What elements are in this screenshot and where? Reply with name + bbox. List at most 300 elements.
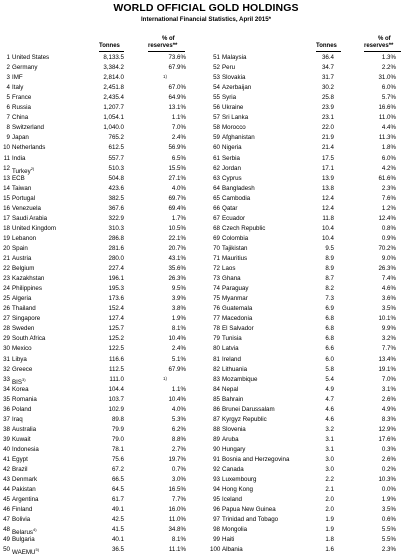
country-name: Kazakhstan [12,275,45,283]
country-name: Slovakia [222,74,246,82]
country-name: Nigeria [222,144,242,152]
country-cell [12,224,56,234]
rank-cell: 1 [6,54,10,61]
country-cell [222,445,245,455]
country-name: Afghanistan [222,134,255,142]
table-row [210,234,410,244]
pct-reserves-cell: 12.9% [378,425,396,433]
rank-cell: 18 [3,224,10,232]
rank-cell: 62 [213,164,220,172]
pct-reserves-cell: 9.9% [381,325,396,333]
table-row [0,375,200,385]
table-row [210,224,410,234]
table-row [210,445,410,455]
rank-cell: 90 [213,445,220,453]
pct-reserves-cell: 73.6% [168,54,186,61]
pct-reserves-cell: 2.4% [171,134,186,142]
country-name: China [12,114,29,122]
tonnes-cell: 78.1 [111,445,124,453]
tonnes-cell: 89.8 [111,415,124,423]
country-name: Syria [222,94,237,102]
country-cell [12,535,35,545]
table-row [0,204,200,214]
table-row [0,405,200,415]
table-row [0,385,200,395]
country-cell [12,83,23,93]
country-cell [12,485,36,495]
tonnes-cell: 6.8 [325,315,334,323]
country-cell [222,525,247,535]
country-cell [12,294,31,304]
tonnes-cell: 2,451.8 [103,84,124,92]
rank-cell: 93 [213,476,220,484]
table-row [0,83,200,93]
table-row [210,425,410,435]
pct-reserves-cell: 6.0% [381,154,396,162]
pct-reserves-cell: 4.0% [171,184,186,192]
country-cell [222,194,250,204]
pct-reserves-cell: 26.3% [168,275,186,283]
tonnes-cell: 111.0 [109,375,124,383]
table-row [0,415,200,425]
table-row [210,344,410,354]
country-cell [222,133,255,143]
country-cell [12,415,23,425]
pct-reserves-cell: 2.2% [381,64,396,72]
country-cell [12,334,45,344]
tonnes-cell: 125.2 [108,335,124,343]
rank-cell: 85 [213,395,220,403]
pct-reserves-cell: 5.1% [171,355,186,363]
tonnes-cell: 1.6 [325,546,334,554]
rank-cell: 95 [213,496,220,504]
tonnes-cell: 12.4 [321,204,334,212]
country-cell [222,274,241,284]
pct-reserves-cell: 2.3% [381,546,396,554]
table-row [0,304,200,314]
pct-reserves-cell: 0.2% [381,466,396,474]
country-cell [12,545,39,558]
pct-reserves-cell: 7.0% [381,375,396,383]
table-row [0,274,200,284]
pct-reserves-cell: 67.0% [168,84,186,92]
country-cell [222,244,247,254]
country-name: Singapore [12,315,41,323]
tonnes-cell: 280.0 [108,255,124,262]
rank-cell: 30 [3,345,10,353]
table-row [210,53,410,63]
table-row [210,435,410,445]
pct-reserves-cell: 56.9% [168,144,186,152]
tonnes-cell: 36.4 [321,54,334,61]
table-row [0,73,200,83]
rank-cell: 17 [3,214,10,222]
table-row [0,93,200,103]
pct-reserves-cell: 13.1% [168,104,186,112]
country-cell [222,375,257,385]
tonnes-cell: 8.9 [325,265,334,273]
country-cell [12,113,28,123]
pct-reserves-cell: 0.7% [171,466,186,474]
country-cell [222,184,255,194]
tonnes-cell: 122.5 [108,345,124,353]
rank-cell: 96 [213,506,220,514]
rank-cell: 74 [213,285,220,293]
rank-cell: 94 [213,486,220,494]
country-cell [222,63,235,73]
table-row [0,395,200,405]
pct-reserves-cell: 10.1% [378,315,396,323]
tonnes-cell: 13.8 [321,184,334,192]
tonnes-cell: 9.5 [325,244,334,252]
country-cell [12,515,30,525]
pct-reserves-cell: 10.4% [168,395,186,403]
rank-cell: 65 [213,194,220,202]
country-cell [222,355,241,365]
rank-cell: 59 [213,134,220,142]
tonnes-cell: 21.9 [321,134,334,142]
tonnes-cell: 195.3 [108,285,124,293]
country-cell [222,254,247,264]
country-name: Indonesia [12,445,39,453]
country-name: Ukraine [222,104,244,112]
pct-reserves-cell: 11.3% [378,134,396,142]
country-name: Lebanon [12,234,37,242]
tonnes-cell: 510.3 [108,164,124,172]
country-name: Bangladesh [222,184,255,192]
header-underline-tonnes-right [316,51,341,52]
table-row [210,395,410,405]
country-name: Iraq [12,415,23,423]
tonnes-cell: 64.5 [111,486,124,494]
tonnes-cell: 3.2 [325,425,334,433]
country-cell [12,405,31,415]
table-row [0,535,200,545]
country-cell [222,103,243,113]
table-row [0,194,200,204]
pct-reserves-cell: 2.6% [381,395,396,403]
table-row [210,304,410,314]
pct-reserves-cell: 4.0% [171,405,186,413]
table-row [0,224,200,234]
tonnes-cell: 4.9 [325,385,334,393]
country-cell [222,385,238,395]
pct-reserves-cell: 20.7% [168,244,186,252]
table-row [0,284,200,294]
table-row [210,184,410,194]
tonnes-cell: 6.0 [325,355,334,363]
country-name: Denmark [12,476,38,484]
rank-cell: 75 [213,295,220,303]
pct-reserves-cell: 0.9% [381,234,396,242]
table-row [210,254,410,264]
country-cell [12,123,44,133]
rank-cell: 8 [6,124,10,132]
pct-reserves-cell: 22.1% [168,234,186,242]
pct-reserves-cell: 2.7% [171,445,186,453]
table-row [0,254,200,264]
header-underline-pct-right [364,51,401,52]
rank-cell: 98 [213,526,220,534]
country-name: Argentina [12,496,39,504]
country-name: France [12,94,32,102]
table-row [210,284,410,294]
table-row [210,93,410,103]
tonnes-cell: 17.1 [321,164,334,172]
rank-cell: 32 [3,365,10,373]
country-cell [222,143,242,153]
country-name: WAEMU [12,549,36,557]
rank-cell: 83 [213,375,220,383]
table-row [210,495,410,505]
pct-reserves-cell: 16.0% [168,506,186,514]
table-row [0,214,200,224]
tonnes-cell: 3.1 [325,445,334,453]
country-name: Greece [12,365,33,373]
table-row [0,525,200,535]
rank-cell: 84 [213,385,220,393]
country-name: Romania [12,395,37,403]
country-cell [12,425,36,435]
rank-cell: 5 [6,94,10,102]
rank-cell: 33 [3,375,10,383]
pct-reserves-cell: 1.9% [171,315,186,323]
country-name: Latvia [222,345,239,353]
country-cell [12,455,28,465]
pct-reserves-cell: 9.0% [381,255,396,262]
country-name: Japan [12,134,29,142]
tonnes-cell: 2,814.0 [103,74,124,82]
rank-cell: 9 [6,134,10,142]
country-cell [12,174,25,184]
pct-reserves-cell: 1.9% [381,496,396,504]
country-name: Serbia [222,154,240,162]
rank-cell: 80 [213,345,220,353]
country-cell [12,324,34,334]
country-name: Cyprus [222,174,242,182]
tonnes-cell: 79.0 [111,435,124,443]
pct-reserves-cell: 0.3% [381,445,396,453]
rank-cell: 42 [3,466,10,474]
country-cell [222,113,248,123]
country-name: Malaysia [222,54,247,61]
country-name: Korea [12,385,29,393]
table-row [0,53,200,63]
header-tonnes-left: Tonnes [99,43,120,49]
country-name: Algeria [12,295,32,303]
country-cell [12,63,37,73]
table-row [210,264,410,274]
pct-reserves-cell: 3.9% [171,295,186,303]
tonnes-cell: 13.9 [321,174,334,182]
tonnes-cell: 104.4 [108,385,124,393]
country-cell [222,73,245,83]
country-cell [12,264,34,274]
country-name: Libya [12,355,27,363]
pct-reserves-cell: 70.2% [378,244,396,252]
tonnes-cell: 3,384.2 [103,64,124,72]
tonnes-cell: 41.5 [111,526,124,534]
table-row [0,475,200,485]
rank-cell: 51 [213,54,220,61]
tonnes-cell: 5.8 [325,365,334,373]
table-row [210,194,410,204]
rank-cell: 4 [6,84,10,92]
pct-reserves-cell: 16.6% [378,104,396,112]
tonnes-cell: 12.4 [321,194,334,202]
pct-reserves-cell: 3.8% [171,305,186,313]
table-row [210,385,410,395]
table-row [210,244,410,254]
rank-cell: 61 [213,154,220,162]
page-title: WORLD OFFICIAL GOLD HOLDINGS [113,2,299,14]
country-name: Mozambique [222,375,258,383]
rank-cell: 55 [213,94,220,102]
pct-reserves-cell: 4.6% [381,285,396,293]
country-cell [12,465,27,475]
pct-reserves-cell: 6.5% [171,154,186,162]
pct-reserves-cell: 35.6% [168,265,186,273]
tonnes-cell: 6.9 [325,305,334,313]
table-row [210,113,410,123]
country-name: Taiwan [12,184,32,192]
country-name: Myanmar [222,295,248,303]
footnote-marker: 2) [30,165,35,171]
tonnes-cell: 8.7 [325,275,334,283]
country-cell [12,194,35,204]
country-cell [12,244,28,254]
country-cell [222,455,289,465]
pct-reserves-cell: 67.9% [168,365,186,373]
country-cell [222,505,276,515]
country-cell [222,475,256,485]
table-row [210,314,410,324]
rank-cell: 24 [3,285,10,293]
table-row [210,515,410,525]
country-cell [222,224,265,234]
pct-reserves-cell: 7.0% [171,124,186,132]
country-name: Ghana [222,275,241,283]
rank-cell: 97 [213,516,220,524]
table-row [210,545,410,555]
country-cell [222,174,242,184]
pct-reserves-cell: 26.3% [378,265,396,273]
tonnes-cell: 281.6 [108,244,124,252]
table-row [0,485,200,495]
tonnes-cell: 2.2 [325,476,334,484]
table-row [210,535,410,545]
country-name: Switzerland [12,124,44,132]
pct-reserves-cell: 6.0% [381,84,396,92]
country-name: Canada [222,466,244,474]
table-row [210,133,410,143]
table-row [210,505,410,515]
country-name: Kyrgyz Republic [222,415,267,423]
tonnes-cell: 2,435.4 [103,94,124,102]
rank-cell: 54 [213,84,220,92]
tonnes-cell: 612.5 [108,144,124,152]
rank-cell: 43 [3,476,10,484]
country-cell [12,365,32,375]
tonnes-cell: 25.8 [321,94,334,102]
country-name: Mexico [12,345,32,353]
table-row [210,455,410,465]
table-row [0,465,200,475]
country-name: Lithuania [222,365,248,373]
pct-reserves-cell: 0.8% [381,224,396,232]
rank-cell: 91 [213,456,220,463]
rank-cell: 58 [213,124,220,132]
tonnes-cell: 112.5 [108,365,124,373]
country-name: Tajikistan [222,244,248,252]
pct-reserves-cell: 5.7% [381,94,396,102]
header-underline-pct-left [148,51,185,52]
pct-reserves-cell: 31.0% [378,74,396,82]
tonnes-cell: 1.9 [325,526,334,534]
country-name: Paraguay [222,285,249,293]
tonnes-cell: 2.1 [325,486,334,494]
pct-reserves-cell: 11.0% [378,114,396,122]
country-name: Poland [12,405,32,413]
rank-cell: 3 [6,74,10,82]
rank-cell: 68 [213,224,220,232]
pct-reserves-cell: 69.7% [168,194,186,202]
pct-reserves-cell: 1.1% [171,114,186,122]
country-cell [222,365,247,375]
country-cell [222,535,234,545]
table-row [210,485,410,495]
tonnes-cell: 1.8 [325,536,334,544]
tonnes-cell: 49.1 [111,506,124,514]
country-cell [12,505,32,515]
rank-cell: 77 [213,315,220,323]
country-name: Sweden [12,325,35,333]
table-row [0,154,200,164]
rank-cell: 79 [213,335,220,343]
rank-cell: 52 [213,64,220,72]
pct-reserves-cell: 34.8% [168,526,186,534]
pct-reserves-cell: 16.5% [168,486,186,494]
country-name: Egypt [12,456,28,463]
pct-reserves-cell: 7.7% [171,496,186,504]
rank-cell: 6 [6,104,10,112]
rank-cell: 47 [3,516,10,524]
tonnes-cell: 1.9 [325,516,334,524]
pct-reserves-cell: 10.4% [168,335,186,343]
rank-cell: 63 [213,174,220,182]
rank-cell: 16 [3,204,10,212]
rank-cell: 22 [3,265,10,273]
pct-reserves-cell: 2.3% [381,184,396,192]
table-row [210,375,410,385]
footnote-marker: 4) [32,527,37,533]
country-name: Azerbaijan [222,84,252,92]
table-row [0,355,200,365]
country-name: Kuwait [12,435,31,443]
country-cell [222,415,267,425]
pct-reserves-cell: 8.1% [171,325,186,333]
country-name: BIS [12,378,22,386]
rank-cell: 86 [213,405,220,413]
country-name: Ecuador [222,214,246,222]
country-name: Ireland [222,355,241,363]
table-row [0,334,200,344]
country-cell [12,304,36,314]
table-row [0,505,200,515]
rank-cell: 36 [3,405,10,413]
country-cell [222,53,246,63]
country-name: Netherlands [12,144,46,152]
